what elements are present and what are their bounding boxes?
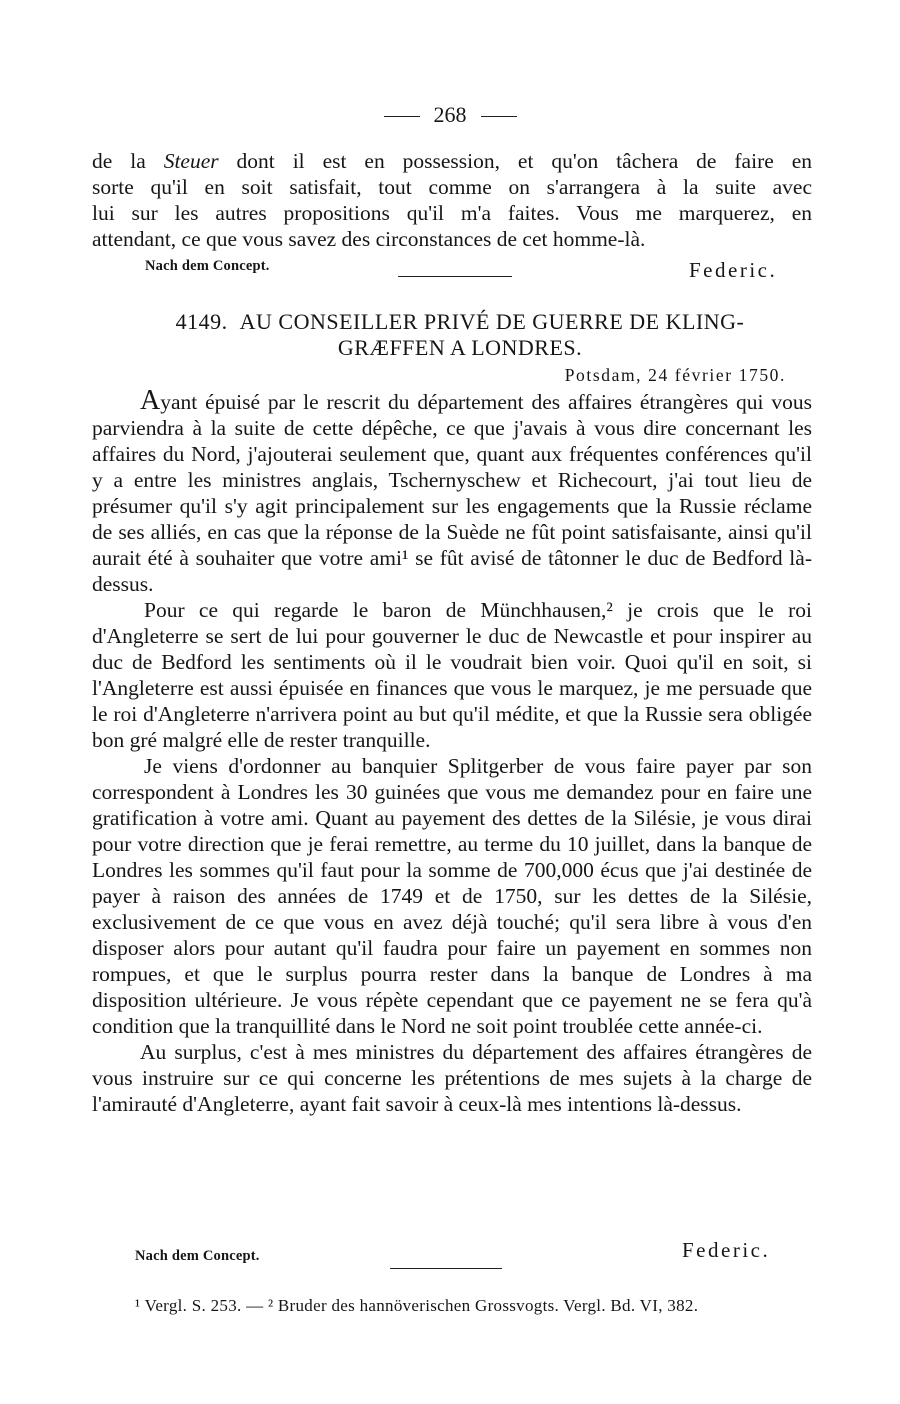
- document-number: 4149.: [175, 309, 228, 334]
- letter-signature: Federic.: [682, 1238, 771, 1262]
- document-heading: [120, 309, 800, 361]
- continuation-signature: Federic.: [689, 258, 778, 282]
- page-number-dash-right: [481, 116, 517, 117]
- continuation-line-2: sorte qu'il en soit satisfait, tout comme on s'arrangera à la suite avec: [92, 175, 812, 199]
- document-heading-line-2: GRÆFFEN A LONDRES.: [337, 335, 583, 360]
- document-heading-line-1: [120, 309, 800, 335]
- letter-separator-rule: [390, 1268, 502, 1269]
- letter-body: [92, 385, 812, 1117]
- letter-paragraph-1: Ayant épuisé par le rescrit du département des affaires étrangères qui vous parviendra à la suite de cette dépêche, ce que j'avais à vous dire concernant les affaires du Nord, j'ajouterai seulement que, quant aux fréquentes conférences qu'il y a entre les ministres anglais, Tschernyschew et Richecourt, j'ai tout lieu de présumer qu'il s'y agit principalement sur les engagements que la Russie réclame de ses alliés, en cas que la réponse de la Suède ne fût point satisfaisante, ainsi qu'il aurait été à souhaiter que votre ami¹ se fût avisé de tâtonner le duc de Bedford là-dessus.: [92, 385, 812, 596]
- page-number-text: 268: [433, 102, 467, 127]
- document-dateline: Potsdam, 24 février 1750.: [564, 365, 786, 385]
- continuation-line-3: lui sur les autres propositions qu'il m'a faites. Vous me marquerez, en: [92, 201, 812, 225]
- letter-paragraph-3: Je viens d'ordonner au banquier Splitgerber de vous faire payer par son correspondent à Londres les 30 guinées que vous me demandez pour en faire une gratification à votre ami. Quant au payement des dettes de la Silésie, je vous dirai pour votre direction que je ferai remettre, au terme du 10 juillet, dans la banque de Londres les sommes qu'il faut pour la somme de 700,000 écus que j'ai destinée de payer à raison des années de 1749 et de 1750, sur les dettes de la Silésie, exclusivement de ce que vous en avez déjà touché; qu'il sera libre à vous d'en disposer alors pour autant qu'il faudra pour faire un payement en sommes non rompues, et que le surplus pourra rester dans la banque de Londres à ma disposition ultérieure. Je vous répète cependant que ce payement ne se fera qu'à condition que la tranquillité dans le Nord ne soit point troublée cette année-ci.: [92, 754, 812, 1038]
- letter-source-note: Nach dem Concept.: [135, 1248, 260, 1264]
- page-number-dash-left: [384, 116, 420, 117]
- document-heading-text-1: AU CONSEILLER PRIVÉ DE GUERRE DE KLING-: [239, 309, 745, 334]
- continuation-line-1: de la Steuer dont il est en possession, et qu'on tâchera de faire en: [92, 149, 812, 173]
- letter-paragraph-4: Au surplus, c'est à mes ministres du département des affaires étrangères de vous instruire sur ce qui concerne les prétentions de mes sujets à la charge de l'amirauté d'Angleterre, ayant fait savoir à ceux-là mes intentions là-dessus.: [92, 1040, 812, 1116]
- continuation-source-note: Nach dem Concept.: [145, 258, 270, 274]
- page-number: [0, 100, 900, 130]
- letter-paragraph-2: Pour ce qui regarde le baron de Münchhausen,² je crois que le roi d'Angleterre se sert de lui pour gouverner le duc de Newcastle et pour inspirer au duc de Bedford les sentiments où il le voudrait bien voir. Quoi qu'il en soit, si l'Angleterre est aussi épuisée en finances que vous le marquez, je me persuade que le roi d'Angleterre n'arrivera point au but qu'il médite, et que la Russie sera obligée bon gré malgré elle de rester tranquille.: [92, 598, 812, 752]
- continuation-separator-rule: [398, 276, 512, 277]
- footnotes: ¹ Vergl. S. 253. — ² Bruder des hannöverischen Grossvogts. Vergl. Bd. VI, 382.: [135, 1296, 699, 1315]
- continuation-line-4: attendant, ce que vous savez des circonstances de cet homme-là.: [92, 227, 646, 251]
- continuation-text: [92, 148, 812, 252]
